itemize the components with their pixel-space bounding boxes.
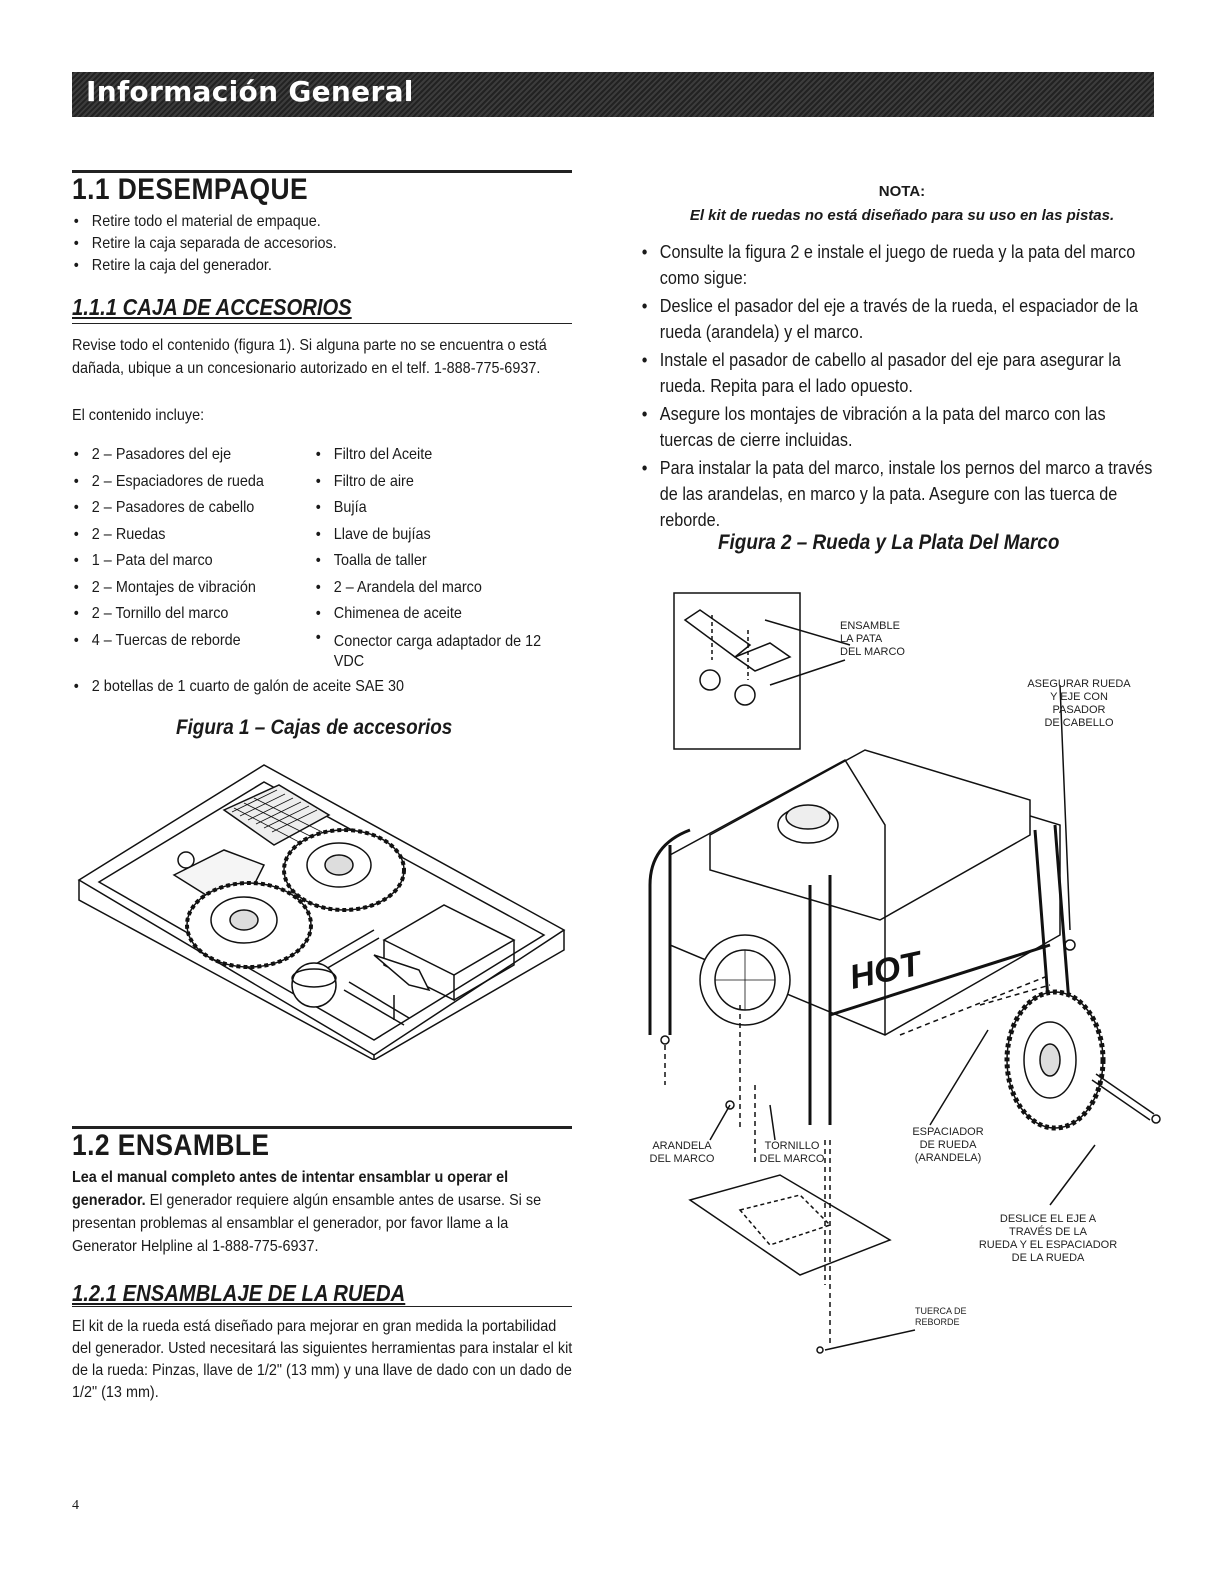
label-line: Y EJE CON	[1050, 691, 1108, 703]
list-item: • 2 – Tornillo del marco	[72, 601, 297, 628]
frame-bolt-label	[752, 1140, 832, 1166]
label-line: DE CABELLO	[1044, 717, 1114, 729]
list-item: • 2 – Pasadores de cabello	[72, 495, 297, 522]
unpack-list	[72, 211, 540, 277]
assembly-paragraph	[72, 1166, 572, 1258]
list-item: • 4 – Tuercas de reborde	[72, 628, 297, 655]
hot-label: HOT	[846, 944, 925, 997]
accessories-paragraph: Revise todo el contenido (figura 1). Si alguna parte no se encuentra o está dañada, ubique a un concesionario autorizado en el telf. 1-888-775-6937.	[72, 337, 547, 377]
wheel-spacer-label	[898, 1126, 998, 1165]
section-title-1-1: 1.1 DESEMPAQUE	[72, 173, 309, 206]
assembly-text: El generador requiere algún ensamble antes de usarse. Si se presentan problemas al ensamblar el generador, por favor llame a la Generator Helpline al 1-888-775-6937.	[72, 1192, 542, 1255]
section-banner	[72, 72, 1154, 117]
note-text: El kit de ruedas no está diseñado para su uso en las pistas.	[689, 207, 1115, 224]
list-item: • Deslice el pasador del eje a través de la rueda, el espaciador de la rueda (arandela) y el marco.	[640, 293, 1153, 345]
label-line: ARANDELA	[652, 1140, 712, 1152]
list-item: • Filtro del Aceite	[314, 442, 571, 469]
contents-last-item	[72, 676, 540, 698]
label-line: DEL MARCO	[840, 646, 905, 658]
label-line: TRAVÉS DE LA	[1008, 1226, 1088, 1238]
list-item: • 2 – Espaciadores de rueda	[72, 469, 297, 496]
list-item: • Para instalar la pata del marco, instale los pernos del marco a través de las arandelas, en marco y la pata. Asegure con las tuerca de reborde.	[640, 455, 1153, 533]
section-title-1-2: 1.2 ENSAMBLE	[72, 1129, 270, 1162]
note-label: NOTA:	[878, 183, 926, 200]
label-line: DEL MARCO	[649, 1153, 715, 1165]
label-line: DESLICE EL EJE A	[999, 1213, 1097, 1225]
label-line: TUERCA DE	[915, 1306, 967, 1316]
slide-axle-label	[968, 1213, 1128, 1265]
label-line: ESPACIADOR	[912, 1126, 984, 1138]
assembly-steps	[640, 239, 1153, 533]
list-item: • Bujía	[314, 495, 571, 522]
section-rule	[72, 1306, 572, 1307]
label-line: ASEGURAR RUEDA	[1027, 678, 1131, 690]
contents-list-col1	[72, 442, 297, 654]
section-rule	[72, 323, 572, 324]
label-line: DE LA RUEDA	[1011, 1252, 1085, 1264]
list-item: • Llave de bujías	[314, 522, 571, 549]
accessories-box-illustration	[74, 760, 574, 1060]
list-item: • 2 – Montajes de vibración	[72, 575, 297, 602]
list-item: • Chimenea de aceite	[314, 601, 571, 628]
label-line: (ARANDELA)	[914, 1152, 982, 1164]
figure-2-caption: Figura 2 – Rueda y La Plata Del Marco	[718, 531, 1060, 554]
list-item: • Conector carga adaptador de 12 VDC	[314, 628, 571, 672]
label-line: RUEDA Y EL ESPACIADOR	[978, 1239, 1118, 1251]
section-title-1-1-1: 1.1.1 CAJA DE ACCESORIOS	[72, 294, 352, 320]
frame-leg-assembly-label	[840, 620, 905, 659]
page-number: 4	[72, 1498, 79, 1513]
frame-washer-label	[642, 1140, 722, 1166]
section-title-1-2-1: 1.2.1 ENSAMBLAJE DE LA RUEDA	[72, 1280, 406, 1306]
list-item: • Asegure los montajes de vibración a la pata del marco con las tuercas de cierre incluidas.	[640, 401, 1153, 453]
list-item: • 2 – Pasadores del eje	[72, 442, 297, 469]
list-item: • Retire la caja del generador.	[72, 255, 540, 277]
list-item: • 2 botellas de 1 cuarto de galón de aceite SAE 30	[72, 676, 540, 698]
label-line: TORNILLO	[764, 1140, 820, 1152]
label-line: PASADOR	[1052, 704, 1106, 716]
list-item: • Retire la caja separada de accesorios.	[72, 233, 540, 255]
figure-1-caption: Figura 1 – Cajas de accesorios	[176, 716, 453, 739]
list-item: • Consulte la figura 2 e instale el juego de rueda y la pata del marco como sigue:	[640, 239, 1153, 291]
wheel-assembly-paragraph: El kit de la rueda está diseñado para mejorar en gran medida la portabilidad del generador. Usted necesitará las siguientes herramientas para instalar el kit de la rueda: Pinzas, llave de 1/2" (13 mm) y una llave de dado con un dado de 1/2" (13 mm).	[72, 1318, 573, 1401]
list-item: • Instale el pasador de cabello al pasador del eje para asegurar la rueda. Repita para el lado opuesto.	[640, 347, 1153, 399]
list-item: • Toalla de taller	[314, 548, 571, 575]
label-line: LA PATA	[840, 633, 883, 645]
list-item: • Retire todo el material de empaque.	[72, 211, 540, 233]
contents-list-col2	[314, 442, 571, 672]
banner-title: Información General	[86, 75, 414, 108]
assembly-warning: Lea el manual completo antes de intentar ensamblar u operar el generador.	[72, 1169, 509, 1209]
secure-wheel-label	[1004, 678, 1154, 730]
label-line: ENSAMBLE	[840, 620, 900, 632]
list-item: • 1 – Pata del marco	[72, 548, 297, 575]
label-line: DE RUEDA	[919, 1139, 977, 1151]
label-line: REBORDE	[915, 1317, 960, 1327]
contents-intro: El contenido incluye:	[72, 407, 205, 424]
list-item: • 2 – Arandela del marco	[314, 575, 571, 602]
flange-nut-label	[915, 1306, 967, 1328]
list-item: • 2 – Ruedas	[72, 522, 297, 549]
label-line: DEL MARCO	[759, 1153, 825, 1165]
list-item: • Filtro de aire	[314, 469, 571, 496]
